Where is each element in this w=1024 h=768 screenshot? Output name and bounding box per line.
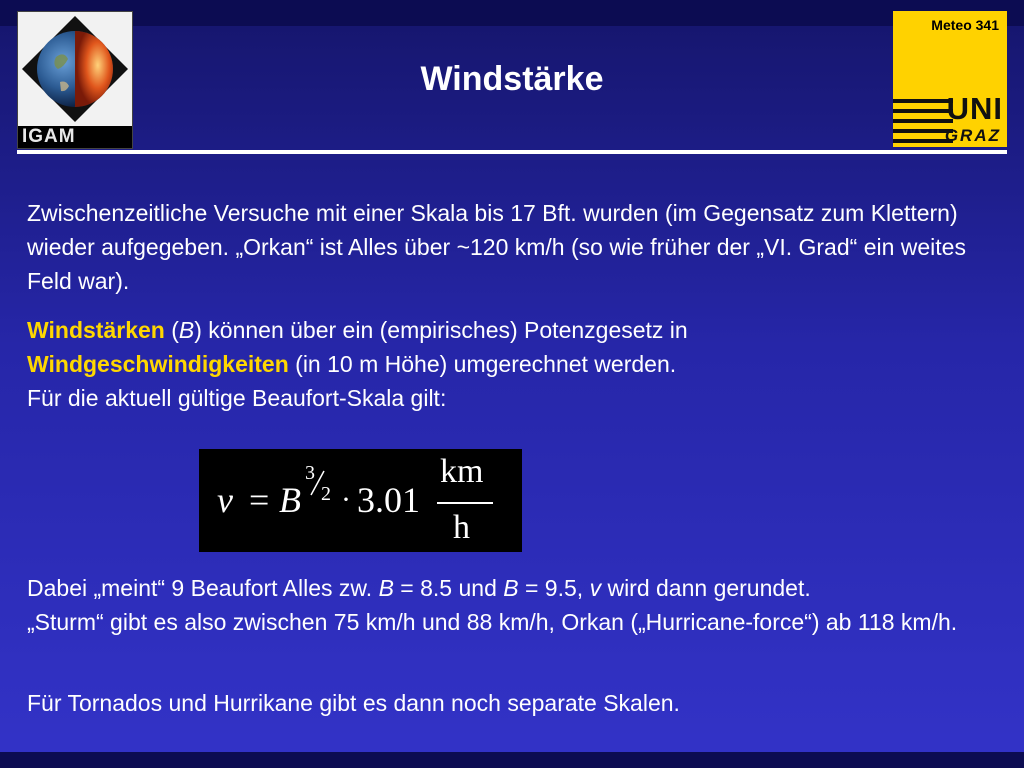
text-fragment: = 9.5,: [518, 575, 590, 601]
course-label: Meteo 341: [931, 17, 999, 33]
formula-box: [199, 449, 522, 552]
text-fragment: „Sturm“ gibt es also zwischen 75 km/h und 88 km/h, Orkan („Hurricane-force“) ab 118 km/h.: [27, 609, 958, 635]
text-fragment: ) können über ein (empirisches) Potenzgesetz in: [194, 317, 688, 343]
formula-equals: =: [249, 480, 270, 520]
text-fragment: (: [164, 317, 179, 343]
igam-logo-text: IGAM: [18, 126, 132, 148]
variable-v: v: [589, 575, 602, 601]
text-fragment: Für die aktuell gültige Beaufort-Skala gilt:: [27, 385, 447, 411]
graz-logo-text: GRAZ: [944, 126, 1001, 145]
term-windgeschwindigkeiten: Windgeschwindigkeiten: [27, 351, 289, 377]
title-divider: [17, 150, 1007, 154]
paragraph-beaufort-9: [27, 571, 1007, 639]
text-fragment: Dabei „meint“ 9 Beaufort Alles zw.: [27, 575, 379, 601]
bottom-band: [0, 752, 1024, 768]
uni-logo-text: UNI: [946, 91, 1003, 126]
paragraph-tornados: Für Tornados und Hurrikane gibt es dann noch separate Skalen.: [27, 690, 680, 716]
paragraph-intro: Zwischenzeitliche Versuche mit einer Skala bis 17 Bft. wurden (im Gegensatz zum Klettern) wieder aufgegeben. „Orkan“ ist Alles über ~120 km/h (so wie früher der „VI. Grad“ ein weites Feld war).: [27, 200, 966, 294]
formula-v: v: [217, 480, 233, 520]
variable-b: B: [178, 317, 195, 343]
logo-stripe: [893, 109, 953, 113]
slide-title: Windstärke: [420, 60, 604, 98]
formula-exponent-numerator: 3: [305, 462, 315, 484]
paragraph-power-law: [27, 313, 1007, 415]
text-fragment: = 8.5 und: [393, 575, 504, 601]
formula-coefficient: 3.01: [357, 480, 420, 520]
top-band: [0, 0, 1024, 26]
text-fragment: wird dann gerundet.: [601, 575, 811, 601]
term-windstaerken: Windstärken: [27, 317, 165, 343]
formula-unit-numerator: km: [440, 453, 484, 490]
variable-b: B: [378, 575, 394, 601]
formula-exponent-denominator: 2: [321, 483, 331, 505]
formula-b: B: [279, 480, 301, 520]
logo-stripe: [893, 99, 953, 103]
formula-fraction-bar: [437, 502, 493, 504]
text-fragment: (in 10 m Höhe) umgerechnet werden.: [288, 351, 677, 377]
formula-dot: ·: [341, 483, 351, 516]
formula-unit-denominator: h: [453, 509, 470, 546]
variable-b: B: [503, 575, 519, 601]
logo-stripe: [893, 119, 953, 123]
